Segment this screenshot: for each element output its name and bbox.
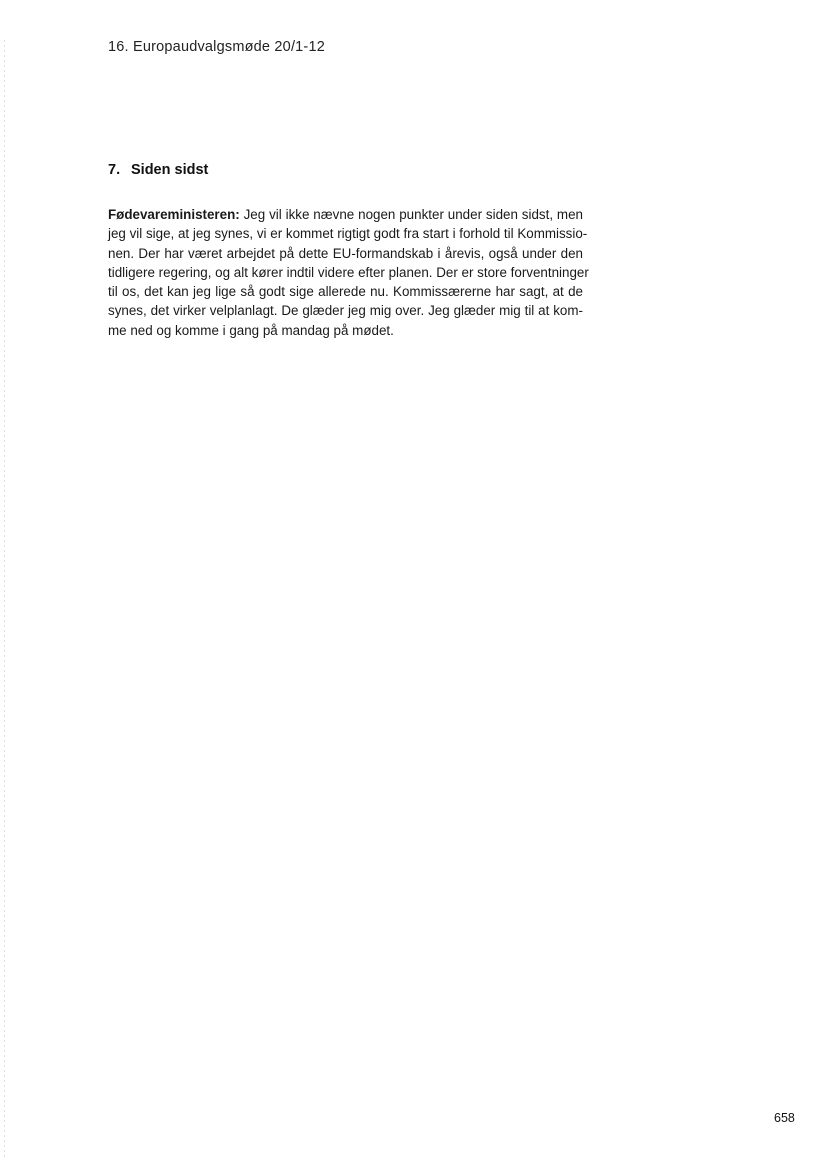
section-heading	[108, 162, 208, 178]
body-paragraph	[108, 205, 589, 340]
page-number: 658	[774, 1111, 795, 1125]
scan-edge-artifact	[4, 40, 5, 1160]
paragraph-line: jeg vil sige, at jeg synes, vi er kommet rigtigt godt fra start i forhold til Kommissio-	[108, 226, 588, 242]
page-header: 16. Europaudvalgsmøde 20/1-12	[108, 39, 325, 55]
paragraph-line: tidligere regering, og alt kører indtil videre efter planen. Der er store forventninger	[108, 264, 589, 280]
section-title: Siden sidst	[131, 162, 209, 178]
paragraph-line: me ned og komme i gang på mandag på mødet.	[108, 322, 394, 338]
paragraph-line: til os, det kan jeg lige så godt sige allerede nu. Kommissærerne har sagt, at de	[108, 284, 583, 300]
paragraph-line: synes, det virker velplanlagt. De glæder jeg mig over. Jeg glæder mig til at kom-	[108, 303, 583, 319]
speaker-label: Fødevareministeren:	[108, 207, 240, 222]
section-number: 7.	[108, 162, 121, 178]
paragraph-line: nen. Der har været arbejdet på dette EU-formandskab i årevis, også under den	[108, 245, 583, 261]
paragraph-line-text: Jeg vil ikke nævne nogen punkter under siden sidst, men	[239, 207, 583, 222]
paragraph-line	[108, 205, 583, 224]
